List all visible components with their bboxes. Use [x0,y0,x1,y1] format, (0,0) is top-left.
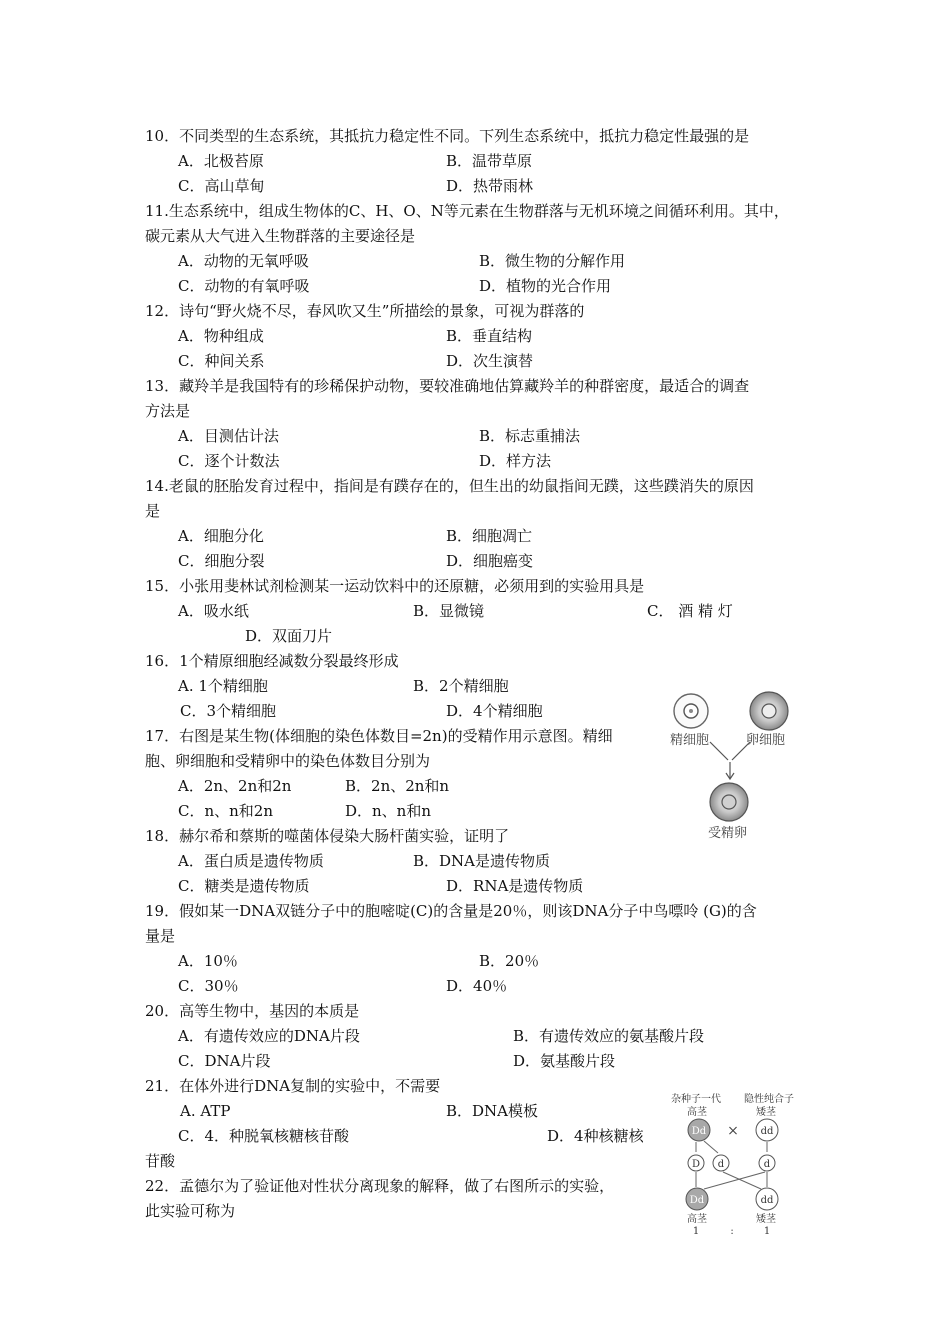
testcross-diagram [668,1089,810,1237]
q21-option-a: A. ATP [180,1102,231,1120]
q16-option-b: B．2个精细胞 [413,677,509,695]
ratio-right: 1 [763,1226,771,1237]
ratio-left: 1 [692,1226,700,1237]
q14-stem-line1: 14.老鼠的胚胎发育过程中，指间是有蹼存在的，但生出的幼鼠指间无蹼，这些蹼消失的原因 [145,477,754,495]
q15-option-a: A．吸水纸 [178,602,249,620]
q10-stem: 10．不同类型的生态系统，其抵抗力稳定性不同。下列生态系统中，抵抗力稳定性最强的是 [145,127,750,145]
q13-option-b: B．标志重捕法 [479,427,581,445]
q19-stem-line1: 19．假如某一DNA双链分子中的胞嘧啶(C)的含量是20％，则该DNA分子中鸟嘌呤 (G)的含 [145,902,757,920]
q14-option-c: C．细胞分裂 [178,552,265,570]
q11-stem-line1: 11.生态系统中，组成生物体的C、H、O、N等元素在生物群落与无机环境之间循环利用。其中， [145,202,789,220]
q12-option-c: C．种间关系 [178,352,265,370]
q18-option-c: C．糖类是遗传物质 [178,877,310,895]
q14-option-d: D．细胞癌变 [446,552,534,570]
q20-option-c: C．DNA片段 [178,1052,271,1070]
q12-stem: 12．诗句“野火烧不尽，春风吹又生”所描绘的景象，可视为群落的 [145,302,585,320]
q11-option-c: C．动物的有氧呼吸 [178,277,310,295]
parent-dd-recessive: dd [760,1126,774,1137]
parent-dwarf-label: 矮茎 [756,1107,776,1118]
offspring-tall-label: 高茎 [687,1214,707,1225]
q22-stem-line1: 22．孟德尔为了验证他对性状分离现象的解释，做了右图所示的实验， [145,1177,615,1195]
q15-stem: 15．小张用斐林试剂检测某一运动饮料中的还原糖，必须用到的实验用具是 [145,577,645,595]
q21-option-c: C．4．种脱氧核糖核苷酸 [178,1127,350,1145]
q19-option-a: A．10％ [178,952,238,970]
q21-option-d-line1: D．4种核糖核 [547,1127,644,1145]
q19-stem-line2: 量是 [145,927,176,945]
gamete-d-dominant: D [691,1159,701,1170]
recessive-homozygote-header: 隐性纯合子 [744,1094,794,1105]
gamete-d-recessive-2: d [763,1159,771,1170]
parent-tall-label: 高茎 [687,1107,707,1118]
q18-stem: 18．赫尔希和蔡斯的噬菌体侵染大肠杆菌实验，证明了 [145,827,510,845]
q18-option-a: A．蛋白质是遗传物质 [178,852,324,870]
egg-cell [750,692,788,730]
zygote-cell [710,783,748,821]
parent-dd-hetero: Dd [691,1126,707,1137]
q17-option-c: C．n、n和2n [178,802,274,820]
gamete-arrows [696,1141,767,1153]
q21-option-d-line2: 苷酸 [145,1152,176,1170]
fertilization-arrows [696,1172,767,1189]
sperm-cell [674,694,708,728]
q10-option-c: C．高山草甸 [178,177,265,195]
q18-option-d: D．RNA是遗传物质 [446,877,584,895]
q16-option-c: C．3个精细胞 [180,702,277,720]
q13-stem-line1: 13．藏羚羊是我国特有的珍稀保护动物，要较准确地估算藏羚羊的种群密度，最适合的调查 [145,377,750,395]
q17-option-b: B．2n、2n和n [345,777,450,795]
cross-symbol: × [727,1123,739,1139]
q15-option-c: C． 酒 精 灯 [647,602,733,620]
q10-option-b: B．温带草原 [446,152,533,170]
q11-stem-line2: 碳元素从大气进入生物群落的主要途径是 [145,227,416,245]
q10-option-d: D．热带雨林 [446,177,534,195]
fusion-arrows [710,742,750,779]
q17-option-a: A．2n、2n和2n [178,777,292,795]
q12-option-d: D．次生演替 [446,352,534,370]
q11-option-d: D．植物的光合作用 [479,277,612,295]
q15-option-d: D．双面刀片 [245,627,333,645]
q14-option-b: B．细胞凋亡 [446,527,533,545]
zygote-label: 受精卵 [708,826,748,841]
q14-stem-line2: 是 [145,502,161,520]
q16-stem: 16．1个精原细胞经减数分裂最终形成 [145,652,399,670]
q15-option-b: B．显微镜 [413,602,485,620]
q18-option-b: B．DNA是遗传物质 [413,852,551,870]
q19-option-d: D．40％ [446,977,508,995]
fertilization-diagram [662,684,800,842]
q17-stem-line1: 17．右图是某生物(体细胞的染色体数目=2n)的受精作用示意图。精细 [145,727,613,745]
q16-option-d: D．4个精细胞 [446,702,543,720]
q19-option-b: B．20％ [479,952,540,970]
q22-stem-line2: 此实验可称为 [145,1202,236,1220]
q20-option-a: A．有遗传效应的DNA片段 [178,1027,360,1045]
hybrid-f1-header: 杂种子一代 [671,1094,721,1105]
ratio-separator: : [730,1226,734,1237]
q11-option-b: B．微生物的分解作用 [479,252,626,270]
q16-option-a: A. 1个精细胞 [178,677,268,695]
q20-option-d: D．氨基酸片段 [513,1052,616,1070]
q10-option-a: A．北极苔原 [178,152,264,170]
q19-option-c: C．30％ [178,977,239,995]
q17-option-d: D．n、n和n [345,802,432,820]
sperm-label: 精细胞 [670,733,710,748]
offspring-dd-recessive: dd [760,1195,774,1206]
q12-option-a: A．物种组成 [178,327,264,345]
q11-option-a: A．动物的无氧呼吸 [178,252,309,270]
q13-option-d: D．样方法 [479,452,552,470]
offspring-dwarf-label: 矮茎 [756,1214,776,1225]
q12-option-b: B．垂直结构 [446,327,533,345]
q20-stem: 20．高等生物中，基因的本质是 [145,1002,360,1020]
q20-option-b: B．有遗传效应的氨基酸片段 [513,1027,705,1045]
q21-option-b: B．DNA模板 [446,1102,539,1120]
q21-stem: 21．在体外进行DNA复制的实验中，不需要 [145,1077,441,1095]
gamete-d-recessive-1: d [717,1159,725,1170]
offspring-dd-hetero: Dd [689,1195,705,1206]
egg-label: 卵细胞 [746,733,786,748]
q17-stem-line2: 胞、卵细胞和受精卵中的染色体数目分别为 [145,752,431,770]
q13-stem-line2: 方法是 [145,402,191,420]
q14-option-a: A．细胞分化 [178,527,264,545]
q13-option-c: C．逐个计数法 [178,452,280,470]
q13-option-a: A．目测估计法 [178,427,279,445]
